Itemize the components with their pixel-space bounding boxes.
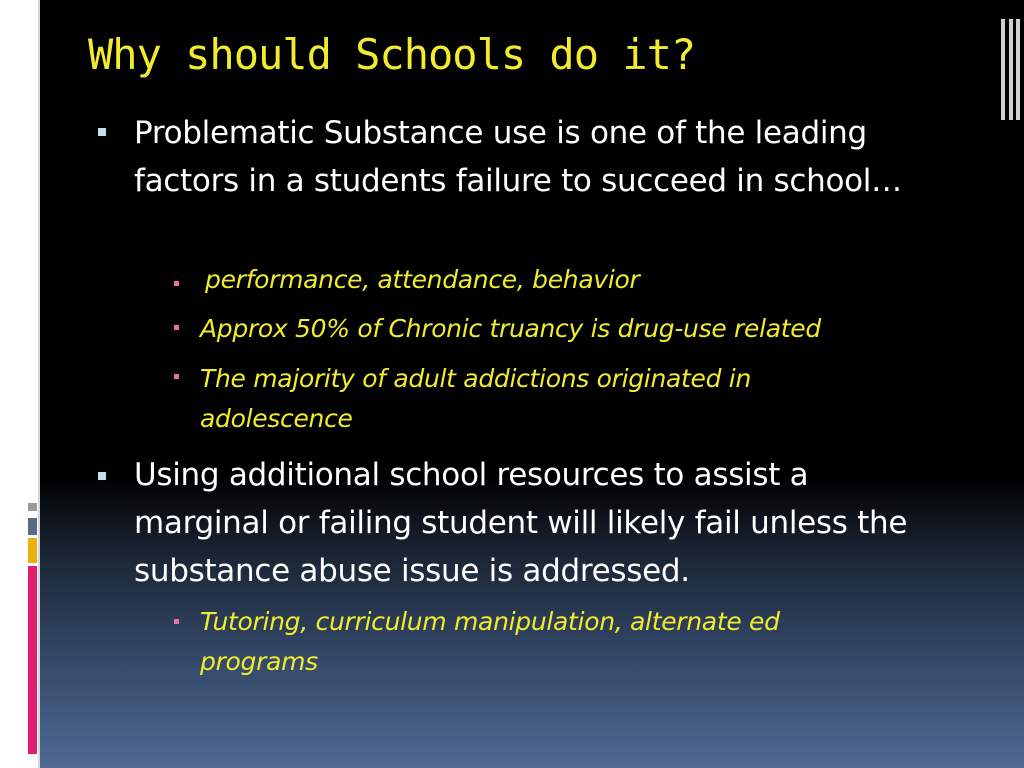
- small-square-bullet-icon: [174, 619, 179, 624]
- deco-line-right-1: [1001, 19, 1005, 120]
- bullet-1-sub-3: The majority of adult addictions originated in adolescence: [200, 364, 751, 433]
- deco-bar-gold: [28, 538, 37, 563]
- square-bullet-icon: [98, 128, 106, 136]
- bullet-1-text: Problematic Substance use is one of the leading factors in a students failure to succeed in school…: [134, 115, 902, 199]
- deco-bar-steel: [28, 518, 37, 535]
- left-margin-divider: [38, 0, 40, 768]
- small-square-bullet-icon: [174, 281, 179, 286]
- deco-bar-gray: [28, 503, 37, 511]
- slide-title: Why should Schools do it?: [88, 30, 696, 79]
- bullet-1-sub-1: performance, attendance, behavior: [205, 265, 640, 294]
- deco-bar-pink: [28, 566, 37, 754]
- bullet-2-sub-1: Tutoring, curriculum manipulation, alternate ed programs: [200, 607, 780, 676]
- square-bullet-icon: [98, 472, 106, 480]
- small-square-bullet-icon: [174, 325, 179, 330]
- bullet-2-text: Using additional school resources to assist a marginal or failing student will likely fail unless the substance abuse issue is addressed.: [134, 457, 908, 589]
- small-square-bullet-icon: [174, 374, 179, 379]
- deco-line-right-3: [1016, 19, 1020, 120]
- bullet-1-sub-2: Approx 50% of Chronic truancy is drug-use related: [200, 314, 821, 343]
- deco-line-right-2: [1009, 19, 1013, 120]
